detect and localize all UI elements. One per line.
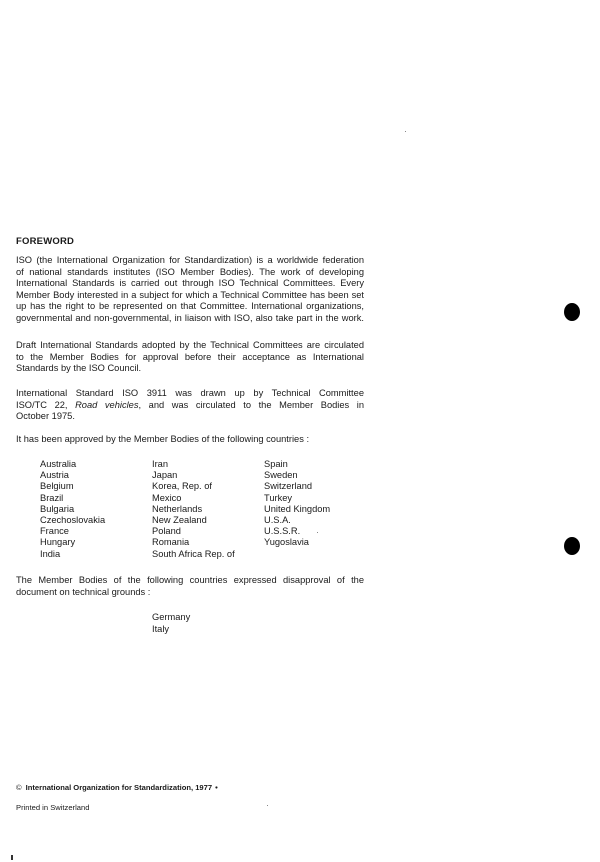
country-item: Germany <box>152 612 191 622</box>
paragraph-line: Member Body interested in a subject for which a Technical Committee has been set <box>16 289 364 300</box>
paragraph-line: International Standards is carried out through ISO Technical Committees. Every <box>16 278 364 289</box>
committee-ref: ISO/TC 22, <box>16 399 76 410</box>
foreword-heading: FOREWORD <box>16 236 75 247</box>
printed-location: Printed in Switzerland <box>16 803 90 812</box>
scan-edge-mark <box>11 855 13 860</box>
country-item: Poland <box>152 526 181 537</box>
punch-hole-icon <box>564 303 580 321</box>
country-item: South Africa Rep. of <box>152 548 235 559</box>
approval-statement <box>16 434 364 446</box>
scan-speck <box>317 532 318 533</box>
country-item: India <box>40 548 61 559</box>
paragraph-line: International Standard ISO 3911 was drawn up by Technical Committee <box>16 388 364 398</box>
paragraph-line: of national standards institutes (ISO Member Bodies). The work of developing <box>16 266 364 277</box>
paragraph-line: document on technical grounds : <box>16 586 151 597</box>
country-item: Czechoslovakia <box>40 515 106 526</box>
scan-speck <box>267 805 268 806</box>
country-item: Korea, Rep. of <box>152 481 212 492</box>
paragraph-line: Draft International Standards adopted by the Technical Committees are circulated <box>16 340 364 350</box>
paragraph-line: to the Member Bodies for approval before their acceptance as International <box>16 351 364 362</box>
approving-countries-column-1 <box>40 459 105 560</box>
circulation-text: , and was circulated to the Member Bodies in <box>138 399 365 410</box>
committee-title: Road vehicles <box>75 399 139 410</box>
paragraph-line: ISO (the International Organization for Standardization) is a worldwide federation <box>16 255 364 265</box>
country-item: Switzerland <box>264 481 313 492</box>
country-item: New Zealand <box>152 515 207 526</box>
country-item: Spain <box>264 459 288 469</box>
country-item: Iran <box>152 459 169 469</box>
country-item: Yugoslavia <box>264 537 309 548</box>
country-item: Sweden <box>264 470 298 481</box>
country-item: United Kingdom <box>264 503 331 514</box>
country-item: Australia <box>40 459 77 469</box>
country-item: Italy <box>152 623 170 634</box>
country-item: Hungary <box>40 537 76 548</box>
paragraph-line: up has the right to be represented on that Committee. International organizations, <box>16 301 364 312</box>
punch-hole-icon <box>564 537 580 555</box>
country-item: Romania <box>152 537 190 548</box>
paragraph-line: governmental and non-governmental, in liaison with ISO, also take part in the work. <box>16 312 364 323</box>
country-item: Brazil <box>40 492 64 503</box>
country-item: Bulgaria <box>40 503 75 514</box>
country-item: France <box>40 526 69 537</box>
country-item: Mexico <box>152 492 182 503</box>
paragraph-line: October 1975. <box>16 411 75 422</box>
paragraph-line <box>16 400 364 412</box>
scan-speck <box>405 131 406 132</box>
paragraph-line: Standards by the ISO Council. <box>16 363 142 374</box>
approving-countries-column-3 <box>264 459 330 549</box>
copyright-text: International Organization for Standardization, 1977 <box>25 783 213 792</box>
country-item: Austria <box>40 470 69 481</box>
country-item: U.S.S.R. <box>264 526 301 537</box>
disapproving-countries-list <box>152 612 190 635</box>
country-item: Netherlands <box>152 503 203 514</box>
paragraph-line: It has been approved by the Member Bodies of the following countries : <box>16 434 310 444</box>
copyright-icon: © <box>16 783 22 792</box>
draft-standards-paragraph <box>16 340 364 375</box>
copyright-notice <box>16 783 218 792</box>
bullet-icon: • <box>215 783 218 792</box>
country-item: Belgium <box>40 481 74 492</box>
country-item: Japan <box>152 470 178 481</box>
country-item: U.S.A. <box>264 515 291 526</box>
paragraph-line: The Member Bodies of the following countries expressed disapproval of the <box>16 575 364 585</box>
standard-origin-paragraph <box>16 388 364 423</box>
approving-countries-column-2 <box>152 459 235 560</box>
country-item: Turkey <box>264 492 293 503</box>
intro-paragraph <box>16 255 364 325</box>
disapproval-statement <box>16 575 364 598</box>
